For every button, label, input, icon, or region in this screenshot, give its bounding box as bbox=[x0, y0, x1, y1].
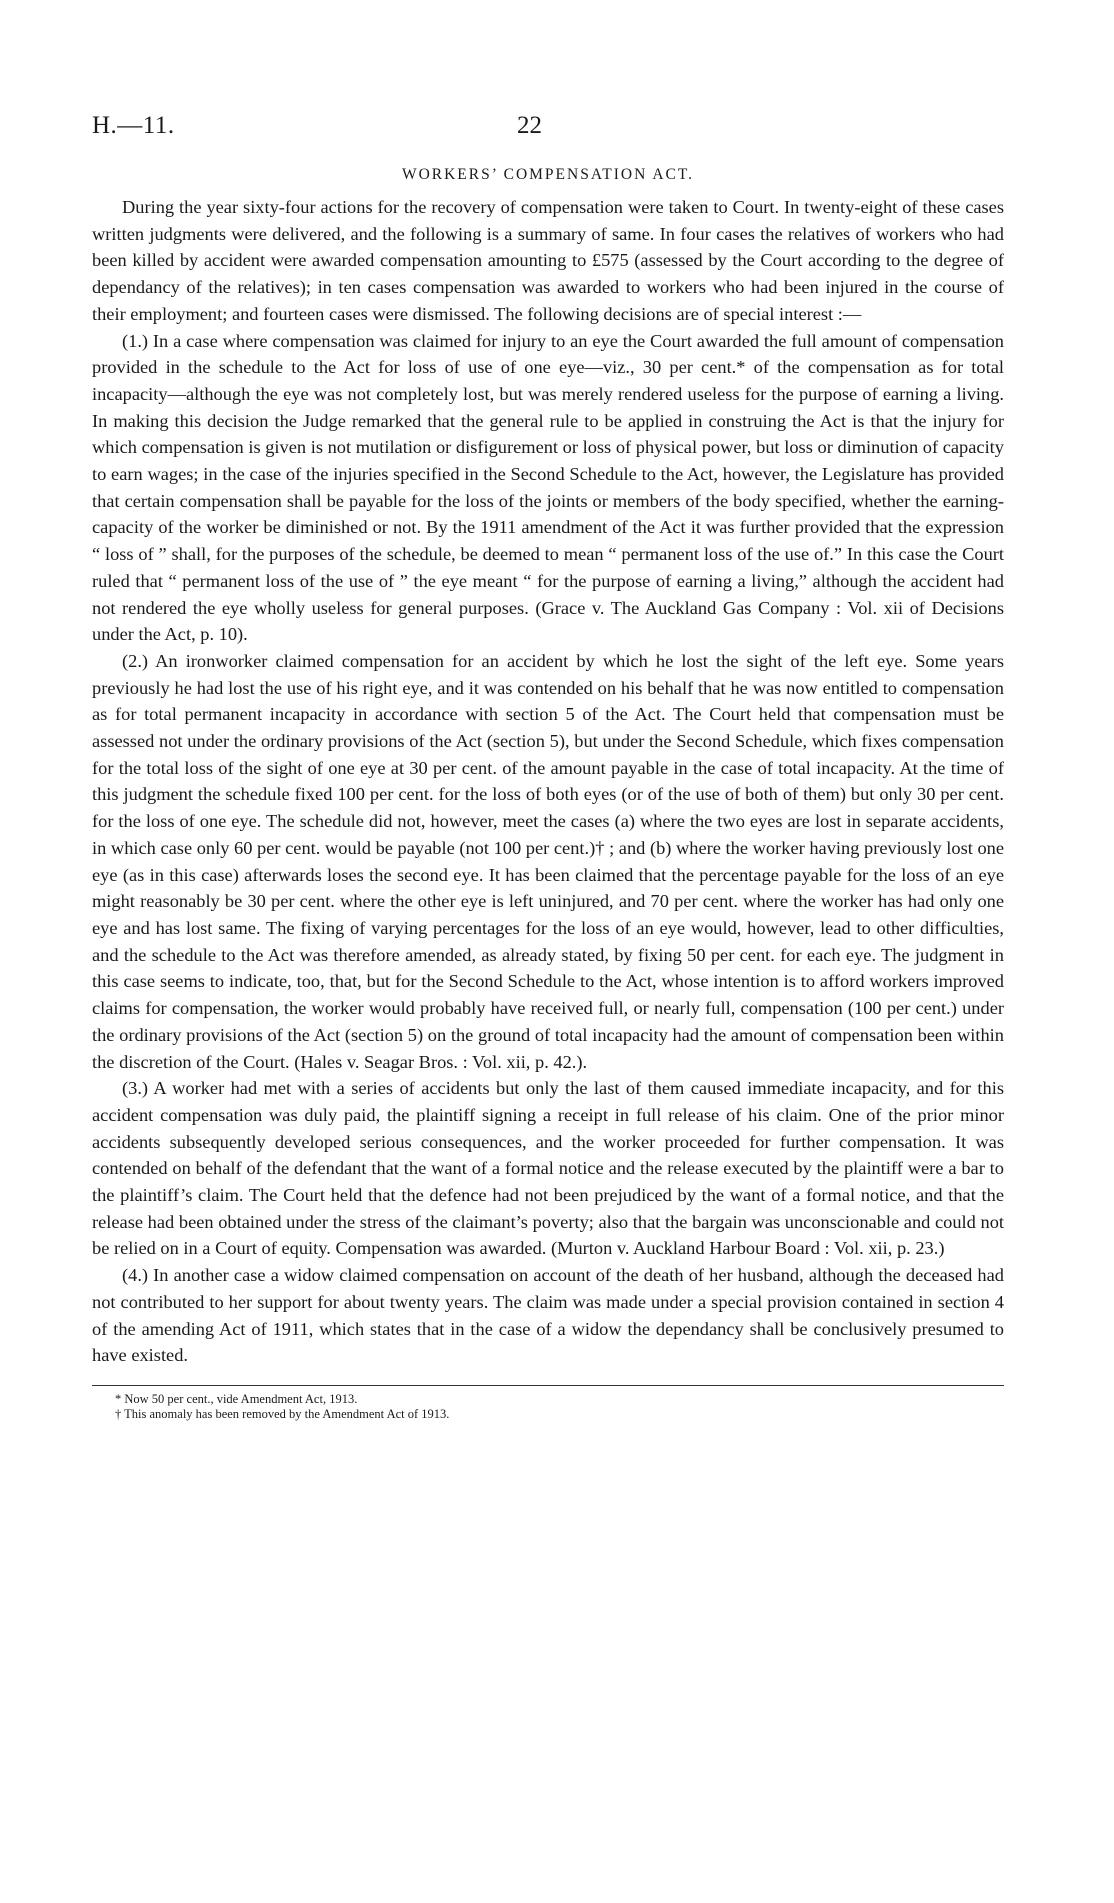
page-number: 22 bbox=[517, 112, 542, 139]
footnotes bbox=[92, 1392, 1004, 1422]
intro-paragraph: During the year sixty-four actions for the recovery of compensation were taken to Court. In twenty-eight of these cases written judgments were delivered, and the following is a summary of same. In four cases the relatives of workers who had been killed by accident were awarded compensation amounting to £575 (assessed by the Court according to the degree of dependancy of the relatives); in ten cases compensation was awarded to workers who had been injured in the course of their employment; and fourteen cases were dismissed. The following decisions are of special interest :— bbox=[92, 197, 1004, 324]
footnote-divider bbox=[92, 1385, 1004, 1386]
decision-2-paragraph: (2.) An ironworker claimed compensation for an accident by which he lost the sight of the left eye. Some years previously he had lost the use of his right eye, and it was contended on his behalf that he was now entitled to compensation as for total permanent incapacity in accordance with section 5 of the Act. The Court held that compensation must be assessed not under the ordinary provisions of the Act (section 5), but under the Second Schedule, which fixes compensation for the total loss of the sight of one eye at 30 per cent. of the amount payable in the case of total incapacity. At the time of this judgment the schedule fixed 100 per cent. for the loss of both eyes (or of the use of both of them) but only 30 per cent. for the loss of one eye. The schedule did not, however, meet the cases (a) where the two eyes are lost in separate accidents, in which case only 60 per cent. would be payable (not 100 per cent.)† ; and (b) where the worker having previously lost one eye (as in this case) afterwards loses the second eye. It has been claimed that the percentage payable for the loss of an eye might reasonably be 30 per cent. where the other eye is left uninjured, and 70 per cent. where the worker has had only one eye and has lost same. The fixing of varying percentages for the loss of an eye would, however, lead to other difficulties, and the schedule to the Act was therefore amended, as already stated, by fixing 50 per cent. for each eye. The judgment in this case seems to indicate, too, that, but for the Second Schedule to the Act, whose intention is to afford workers improved claims for compensation, the worker would probably have received full, or nearly full, compensation (100 per cent.) under the ordinary provisions of the Act (section 5) on the ground of total incapacity had the amount of compensation been within the discretion of the Court. (Hales v. Seagar Bros. : Vol. xii, p. 42.). bbox=[92, 650, 1004, 1072]
document-reference: H.—11. bbox=[92, 112, 175, 139]
document-page bbox=[92, 112, 1004, 1422]
decision-3-paragraph: (3.) A worker had met with a series of accidents but only the last of them caused immediate incapacity, and for this accident compensation was duly paid, the plaintiff signing a receipt in full release of his claim. One of the prior minor accidents subsequently developed serious consequences, and the worker proceeded for further compensation. It was contended on behalf of the defendant that the want of a formal notice and the release executed by the plaintiff were a bar to the plaintiff’s claim. The Court held that the defence had not been prejudiced by the want of a formal notice, and that the release had been obtained under the stress of the claimant’s poverty; also that the bargain was unconscionable and could not be relied on in a Court of equity. Compensation was awarded. (Murton v. Auckland Harbour Board : Vol. xii, p. 23.) bbox=[92, 1078, 1004, 1259]
footnote-1: * Now 50 per cent., vide Amendment Act, 1913. bbox=[115, 1391, 358, 1406]
page-header bbox=[92, 112, 1004, 152]
section-title: WORKERS’ COMPENSATION ACT. bbox=[401, 166, 695, 183]
decision-4-paragraph: (4.) In another case a widow claimed compensation on account of the death of her husband, although the deceased had not contributed to her support for about twenty years. The claim was made under a special provision contained in section 4 of the amending Act of 1911, which states that in the case of a widow the dependancy shall be conclusively presumed to have existed. bbox=[92, 1265, 1004, 1366]
footnote-2: † This anomaly has been removed by the Amendment Act of 1913. bbox=[115, 1406, 450, 1421]
decision-1-paragraph: (1.) In a case where compensation was claimed for injury to an eye the Court awarded the full amount of compensation provided in the schedule to the Act for loss of use of one eye—viz., 30 per cent.* of the compensation as for total incapacity—although the eye was not completely lost, but was merely rendered useless for the purpose of earning a living. In making this decision the Judge remarked that the general rule to be applied in construing the Act is that the injury for which compensation is given is not mutilation or disfigurement or loss of physical power, but loss or diminution of capacity to earn wages; in the case of the injuries specified in the Second Schedule to the Act, however, the Legislature has provided that certain compensation shall be payable for the loss of the joints or members of the body specified, whether the earning-capacity of the worker be diminished or not. By the 1911 amendment of the Act it was further provided that the expression “ loss of ” shall, for the purposes of the schedule, be deemed to mean “ permanent loss of the use of.” In this case the Court ruled that “ permanent loss of the use of ” the eye meant “ for the purpose of earning a living,” although the accident had not rendered the eye wholly useless for general purposes. (Grace v. The Auckland Gas Company : Vol. xii of Decisions under the Act, p. 10). bbox=[92, 330, 1004, 645]
body-text bbox=[92, 194, 1004, 1369]
